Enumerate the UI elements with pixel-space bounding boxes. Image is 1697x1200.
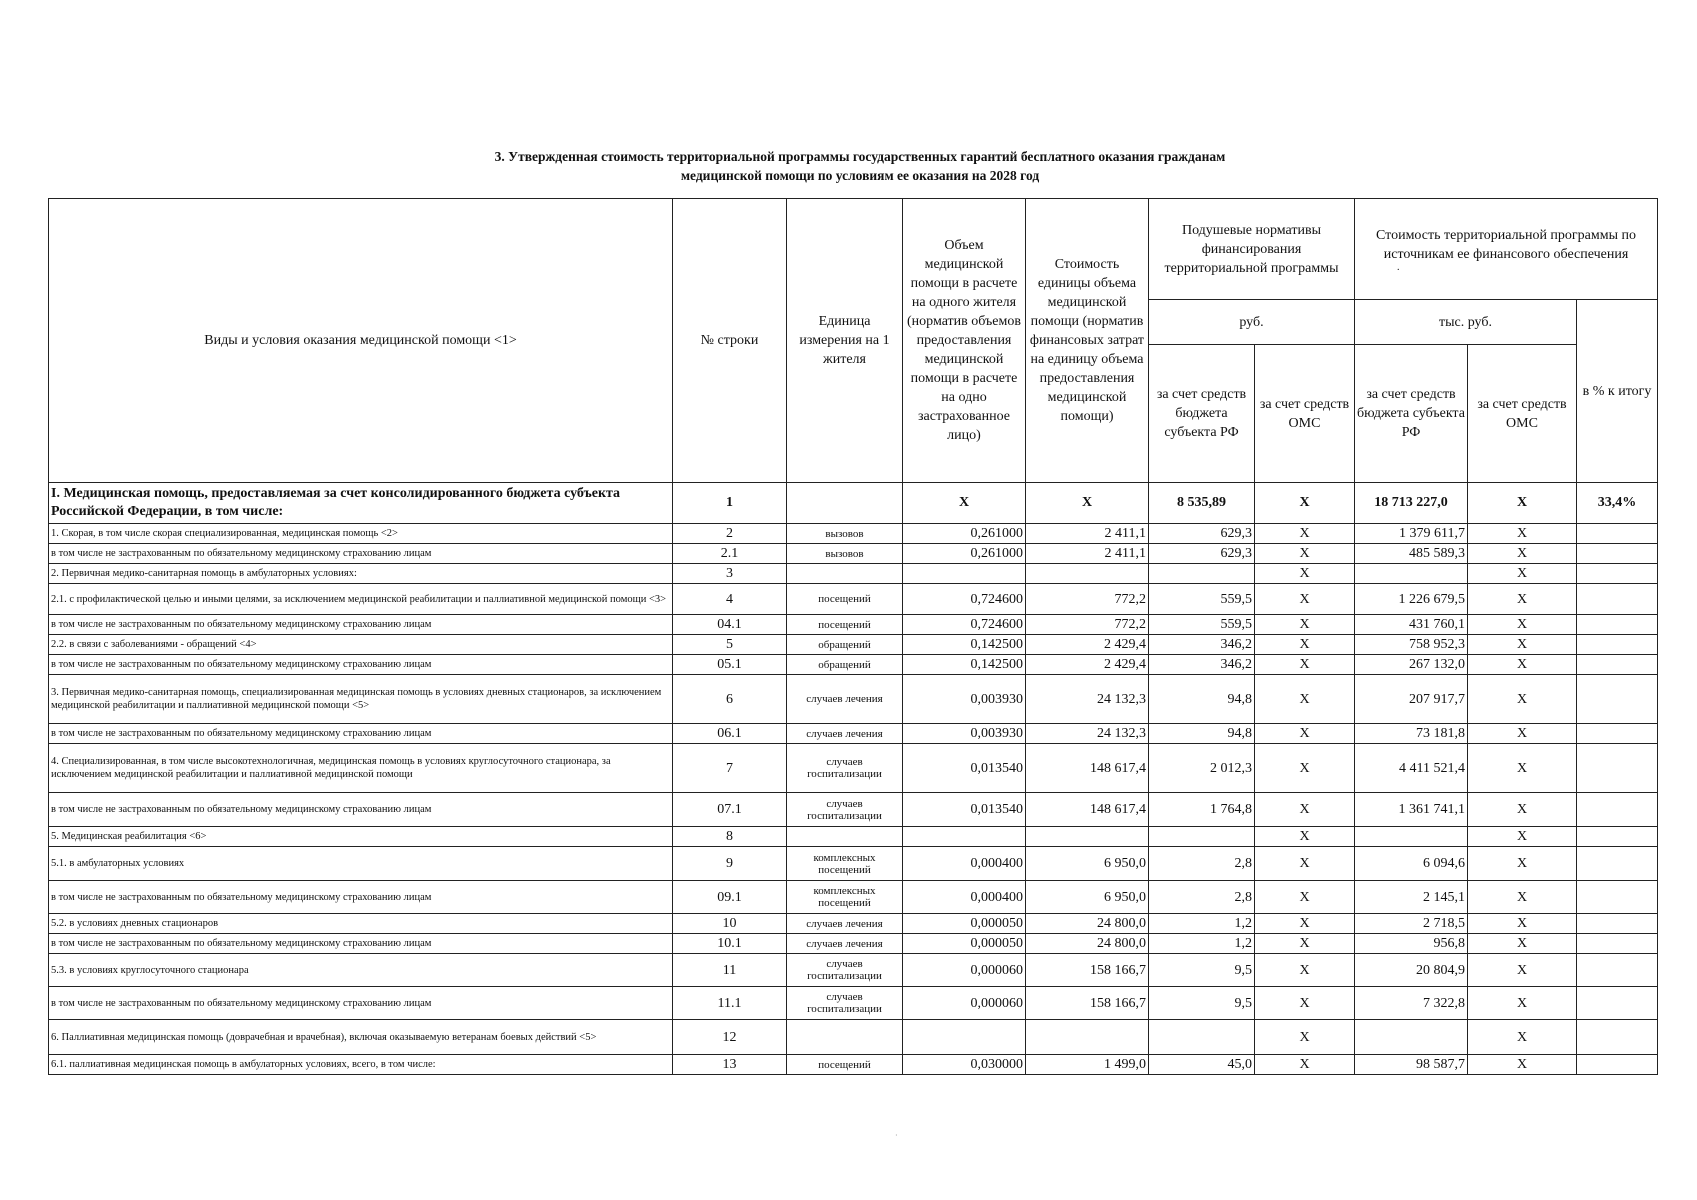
cell-cost: 2 429,4 [1026,655,1149,675]
header-program-cost-text: Стоимость территориальной программы по источникам ее финансового обеспечения [1375,228,1636,262]
cell-total-budget [1355,827,1468,847]
cell-no: 2 [673,524,787,544]
header-mark: . [1397,262,1400,273]
header-total-oms: за счет средств ОМС [1468,345,1577,483]
cell-no: 11 [673,954,787,987]
cell-percent [1577,1020,1658,1055]
cell-per-budget: 94,8 [1149,724,1255,744]
cell-unit: посещений [787,615,903,635]
cell-total-budget: 2 145,1 [1355,881,1468,914]
cell-percent [1577,524,1658,544]
header-per-oms: за счет средств ОМС [1255,345,1355,483]
cell-total-oms: Х [1468,793,1577,827]
cell-volume [903,564,1026,584]
cell-per-oms: Х [1255,827,1355,847]
title-line-2: медицинской помощи по условиям ее оказания на 2028 год [680,168,1040,183]
row-total-oms: Х [1468,483,1577,524]
header-rub: руб. [1149,300,1355,345]
table-body [49,524,1658,1075]
cell-per-budget: 629,3 [1149,544,1255,564]
cell-volume: 0,000050 [903,914,1026,934]
cell-no: 6 [673,675,787,724]
cell-total-budget: 431 760,1 [1355,615,1468,635]
cell-total-budget: 6 094,6 [1355,847,1468,881]
cell-cost: 1 499,0 [1026,1055,1149,1075]
cell-volume: 0,000060 [903,954,1026,987]
cell-per-oms: Х [1255,954,1355,987]
cell-per-budget: 1,2 [1149,934,1255,954]
cell-total-budget [1355,564,1468,584]
table-row [49,793,1658,827]
cell-percent [1577,793,1658,827]
cell-percent [1577,744,1658,793]
cell-volume: 0,030000 [903,1055,1026,1075]
header-row-no: № строки [673,199,787,483]
cell-name: 1. Скорая, в том числе скорая специализированная, медицинская помощь <2> [49,524,673,544]
header-volume: Объем медицинской помощи в расчете на одного жителя (норматив объемов предоставления медицинской помощи в расчете на одно застрахованное лицо) [903,199,1026,483]
header-per-budget: за счет средств бюджета субъекта РФ [1149,345,1255,483]
cell-total-budget: 4 411 521,4 [1355,744,1468,793]
cell-name: 5. Медицинская реабилитация <6> [49,827,673,847]
cell-volume: 0,724600 [903,615,1026,635]
cell-per-budget: 2,8 [1149,847,1255,881]
cell-volume: 0,261000 [903,524,1026,544]
cell-total-oms: Х [1468,1020,1577,1055]
row-percent: 33,4% [1577,483,1658,524]
cell-total-oms: Х [1468,615,1577,635]
cell-cost [1026,827,1149,847]
cell-no: 7 [673,744,787,793]
table-row [49,564,1658,584]
cell-no: 09.1 [673,881,787,914]
cell-name: 2. Первичная медико-санитарная помощь в амбулаторных условиях: [49,564,673,584]
cell-volume: 0,142500 [903,635,1026,655]
table-row [49,724,1658,744]
cell-total-oms: Х [1468,827,1577,847]
cell-total-oms: Х [1468,847,1577,881]
cell-unit: случаев лечения [787,914,903,934]
cell-per-budget [1149,827,1255,847]
table-row [49,615,1658,635]
cell-per-oms: Х [1255,987,1355,1020]
cell-total-budget: 73 181,8 [1355,724,1468,744]
cell-unit [787,1020,903,1055]
cell-per-oms: Х [1255,724,1355,744]
cell-name: в том числе не застрахованным по обязательному медицинскому страхованию лицам [49,655,673,675]
cell-per-oms: Х [1255,881,1355,914]
program-cost-table [48,198,1658,1075]
cell-per-oms: Х [1255,744,1355,793]
cell-per-budget: 1,2 [1149,914,1255,934]
cell-total-budget: 1 226 679,5 [1355,584,1468,615]
cell-total-budget: 98 587,7 [1355,1055,1468,1075]
cell-unit: посещений [787,1055,903,1075]
cell-percent [1577,1055,1658,1075]
table-row [49,934,1658,954]
cell-cost [1026,564,1149,584]
cell-no: 07.1 [673,793,787,827]
cell-cost: 24 132,3 [1026,675,1149,724]
cell-per-oms: Х [1255,635,1355,655]
cell-unit: посещений [787,584,903,615]
header-program-cost-group [1355,199,1658,300]
cell-total-budget: 956,8 [1355,934,1468,954]
cell-volume: 0,000400 [903,847,1026,881]
cell-percent [1577,564,1658,584]
cell-name: в том числе не застрахованным по обязательному медицинскому страхованию лицам [49,987,673,1020]
row-cost: Х [1026,483,1149,524]
cell-percent [1577,987,1658,1020]
cell-total-oms: Х [1468,954,1577,987]
cell-per-budget: 559,5 [1149,584,1255,615]
cell-no: 3 [673,564,787,584]
cell-no: 10 [673,914,787,934]
cell-per-oms: Х [1255,584,1355,615]
cell-per-oms: Х [1255,793,1355,827]
cell-cost [1026,1020,1149,1055]
cell-total-budget: 2 718,5 [1355,914,1468,934]
cell-cost: 2 411,1 [1026,544,1149,564]
header-total-budget: за счет средств бюджета субъекта РФ [1355,345,1468,483]
cell-cost: 148 617,4 [1026,744,1149,793]
cell-unit [787,827,903,847]
cell-total-budget: 1 379 611,7 [1355,524,1468,544]
cell-per-budget: 629,3 [1149,524,1255,544]
cell-name: 3. Первичная медико-санитарная помощь, специализированная медицинская помощь в условиях дневных стационаров, за исключением медицинской реабилитации и паллиативной медицинской помощи <5> [49,675,673,724]
row-name: I. Медицинская помощь, предоставляемая за счет консолидированного бюджета субъекта Российской Федерации, в том числе: [49,483,673,524]
table-row [49,1055,1658,1075]
cell-total-oms: Х [1468,584,1577,615]
cell-per-oms: Х [1255,544,1355,564]
cell-volume: 0,003930 [903,724,1026,744]
cell-per-oms: Х [1255,934,1355,954]
table-row [49,954,1658,987]
cell-total-oms: Х [1468,987,1577,1020]
table-row [49,655,1658,675]
cell-name: в том числе не застрахованным по обязательному медицинскому страхованию лицам [49,934,673,954]
cell-percent [1577,827,1658,847]
cell-percent [1577,914,1658,934]
cell-volume [903,827,1026,847]
table-row [49,847,1658,881]
table-row [49,827,1658,847]
cell-per-budget: 45,0 [1149,1055,1255,1075]
cell-per-budget: 2 012,3 [1149,744,1255,793]
cell-percent [1577,655,1658,675]
cell-total-budget: 1 361 741,1 [1355,793,1468,827]
cell-cost: 24 132,3 [1026,724,1149,744]
cell-total-budget: 20 804,9 [1355,954,1468,987]
table-row [49,744,1658,793]
cell-cost: 24 800,0 [1026,914,1149,934]
cell-total-oms: Х [1468,564,1577,584]
cell-total-oms: Х [1468,544,1577,564]
header-kind: Виды и условия оказания медицинской помощи <1> [49,199,673,483]
cell-no: 9 [673,847,787,881]
cell-total-oms: Х [1468,1055,1577,1075]
table-row [49,987,1658,1020]
cell-volume: 0,003930 [903,675,1026,724]
row-unit [787,483,903,524]
cell-name: в том числе не застрахованным по обязательному медицинскому страхованию лицам [49,544,673,564]
cell-no: 05.1 [673,655,787,675]
cell-cost: 6 950,0 [1026,881,1149,914]
cell-no: 13 [673,1055,787,1075]
cell-volume: 0,000060 [903,987,1026,1020]
cell-name: в том числе не застрахованным по обязательному медицинскому страхованию лицам [49,881,673,914]
cell-total-budget: 207 917,7 [1355,675,1468,724]
cell-unit: вызовов [787,524,903,544]
row-per-oms: Х [1255,483,1355,524]
cell-total-oms: Х [1468,934,1577,954]
cell-percent [1577,847,1658,881]
cell-no: 4 [673,584,787,615]
cell-unit: случаев лечения [787,675,903,724]
cell-percent [1577,615,1658,635]
cell-per-budget: 346,2 [1149,655,1255,675]
cell-unit: случаев госпитализации [787,793,903,827]
cell-total-oms: Х [1468,881,1577,914]
cell-cost: 158 166,7 [1026,954,1149,987]
cell-unit: комплексных посещений [787,881,903,914]
cell-unit: обращений [787,655,903,675]
cell-no: 5 [673,635,787,655]
cell-per-budget: 559,5 [1149,615,1255,635]
cell-volume: 0,013540 [903,744,1026,793]
cell-total-oms: Х [1468,724,1577,744]
cell-cost: 2 429,4 [1026,635,1149,655]
row-no: 1 [673,483,787,524]
cell-unit [787,564,903,584]
document-title [0,147,1697,185]
cell-name: 4. Специализированная, в том числе высокотехнологичная, медицинская помощь в условиях круглосуточного стационара, за исключением медицинской реабилитации и паллиативной медицинской помощи [49,744,673,793]
cell-per-budget [1149,564,1255,584]
cell-unit: вызовов [787,544,903,564]
table-row [49,635,1658,655]
cell-total-oms: Х [1468,524,1577,544]
cell-cost: 772,2 [1026,584,1149,615]
table-row [49,675,1658,724]
header-thousand-rub: тыс. руб. [1355,300,1577,345]
scan-mark: · [895,1131,898,1140]
cell-total-budget [1355,1020,1468,1055]
cell-unit: комплексных посещений [787,847,903,881]
table-row [49,584,1658,615]
cell-name: 2.2. в связи с заболеваниями - обращений <4> [49,635,673,655]
cell-cost: 158 166,7 [1026,987,1149,1020]
cell-per-budget: 2,8 [1149,881,1255,914]
cell-no: 8 [673,827,787,847]
cell-volume: 0,261000 [903,544,1026,564]
cell-percent [1577,584,1658,615]
row-volume: Х [903,483,1026,524]
header-percent: в % к итогу [1577,300,1658,483]
cell-per-budget: 1 764,8 [1149,793,1255,827]
cell-volume: 0,000050 [903,934,1026,954]
title-line-1: 3. Утвержденная стоимость территориальной программы государственных гарантий бесплатного оказания гражданам [494,149,1226,164]
cell-per-oms: Х [1255,675,1355,724]
cell-percent [1577,635,1658,655]
cell-volume: 0,142500 [903,655,1026,675]
cell-name: в том числе не застрахованным по обязательному медицинскому страхованию лицам [49,615,673,635]
cell-per-budget: 94,8 [1149,675,1255,724]
cell-per-oms: Х [1255,524,1355,544]
cell-volume: 0,724600 [903,584,1026,615]
cell-total-budget: 758 952,3 [1355,635,1468,655]
header-unit-cost: Стоимость единицы объема медицинской помощи (норматив финансовых затрат на единицу объема предоставления медицинской помощи) [1026,199,1149,483]
table-row [49,544,1658,564]
cell-per-oms: Х [1255,847,1355,881]
header-per-capita-group: Подушевые нормативы финансирования территориальной программы [1149,199,1355,300]
cell-percent [1577,881,1658,914]
cell-name: 6.1. паллиативная медицинская помощь в амбулаторных условиях, всего, в том числе: [49,1055,673,1075]
cell-total-oms: Х [1468,655,1577,675]
cell-unit: случаев лечения [787,724,903,744]
cell-no: 11.1 [673,987,787,1020]
cell-total-budget: 7 322,8 [1355,987,1468,1020]
cell-no: 2.1 [673,544,787,564]
cell-total-oms: Х [1468,675,1577,724]
cell-per-budget [1149,1020,1255,1055]
cell-percent [1577,724,1658,744]
cell-per-oms: Х [1255,1055,1355,1075]
table-row [49,1020,1658,1055]
cell-name: в том числе не застрахованным по обязательному медицинскому страхованию лицам [49,793,673,827]
cell-unit: случаев лечения [787,934,903,954]
cell-total-budget: 267 132,0 [1355,655,1468,675]
cell-total-oms: Х [1468,744,1577,793]
cell-per-oms: Х [1255,1020,1355,1055]
cell-unit: случаев госпитализации [787,987,903,1020]
cell-cost: 148 617,4 [1026,793,1149,827]
cell-total-oms: Х [1468,914,1577,934]
cell-total-budget: 485 589,3 [1355,544,1468,564]
cell-per-budget: 9,5 [1149,954,1255,987]
cell-per-budget: 346,2 [1149,635,1255,655]
cell-volume [903,1020,1026,1055]
cell-name: 5.2. в условиях дневных стационаров [49,914,673,934]
table-row [49,524,1658,544]
cell-no: 12 [673,1020,787,1055]
cell-name: в том числе не застрахованным по обязательному медицинскому страхованию лицам [49,724,673,744]
cell-total-oms: Х [1468,635,1577,655]
cell-per-budget: 9,5 [1149,987,1255,1020]
cell-per-oms: Х [1255,564,1355,584]
cell-name: 6. Паллиативная медицинская помощь (доврачебная и врачебная), включая оказываемую ветеранам боевых действий <5> [49,1020,673,1055]
cell-percent [1577,544,1658,564]
cell-unit: случаев госпитализации [787,954,903,987]
cell-percent [1577,675,1658,724]
cell-cost: 2 411,1 [1026,524,1149,544]
table-row [49,914,1658,934]
cell-unit: случаев госпитализации [787,744,903,793]
row-total-budget: 18 713 227,0 [1355,483,1468,524]
cell-volume: 0,013540 [903,793,1026,827]
cell-per-oms: Х [1255,914,1355,934]
cell-no: 10.1 [673,934,787,954]
cell-name: 5.1. в амбулаторных условиях [49,847,673,881]
header-unit: Единица измерения на 1 жителя [787,199,903,483]
cell-percent [1577,934,1658,954]
cell-name: 5.3. в условиях круглосуточного стационара [49,954,673,987]
cell-per-oms: Х [1255,615,1355,635]
cell-name: 2.1. с профилактической целью и иными целями, за исключением медицинской реабилитации и паллиативной медицинской помощи <3> [49,584,673,615]
row-per-budget: 8 535,89 [1149,483,1255,524]
cell-cost: 6 950,0 [1026,847,1149,881]
cell-volume: 0,000400 [903,881,1026,914]
cell-unit: обращений [787,635,903,655]
cell-cost: 772,2 [1026,615,1149,635]
cell-no: 04.1 [673,615,787,635]
table-row-section-1 [49,483,1658,524]
cell-per-oms: Х [1255,655,1355,675]
header-row-1 [49,199,1658,300]
cell-percent [1577,954,1658,987]
cell-no: 06.1 [673,724,787,744]
cell-cost: 24 800,0 [1026,934,1149,954]
table-row [49,881,1658,914]
